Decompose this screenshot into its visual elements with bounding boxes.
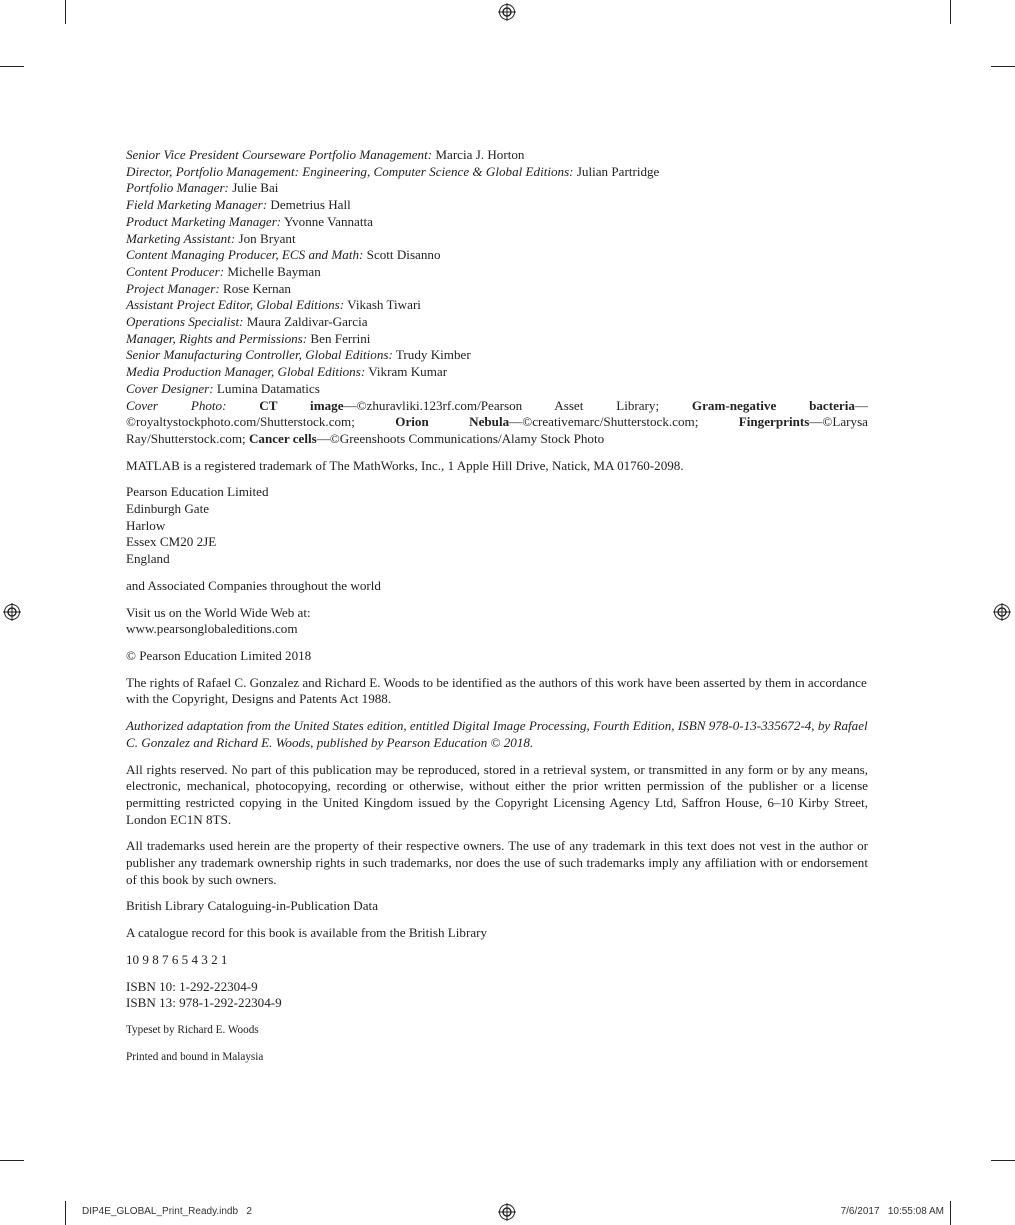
cover-photo-subject: Gram-negative bacteria xyxy=(691,397,855,413)
typeset-credit: Typeset by Richard E. Woods xyxy=(126,1023,259,1036)
credit-role: Project Manager: xyxy=(126,280,220,296)
associated-companies: and Associated Companies throughout the world xyxy=(126,577,381,593)
address-line: Pearson Education Limited xyxy=(126,484,269,500)
copyright-page-content xyxy=(126,147,868,1065)
credit-line xyxy=(126,247,868,264)
cover-photo-subject: CT image xyxy=(259,397,344,413)
credits-list xyxy=(126,147,868,398)
registration-mark-icon xyxy=(3,603,21,621)
footer-timestamp: 7/6/2017 10:55:08 AM xyxy=(840,1206,944,1217)
credit-role: Assistant Project Editor, Global Editions: xyxy=(126,297,345,313)
copyright-notice: © Pearson Education Limited 2018 xyxy=(126,647,312,663)
printing-line: 10 9 8 7 6 5 4 3 2 1 xyxy=(126,951,228,967)
credit-role: Senior Manufacturing Controller, Global Editions: xyxy=(126,347,393,363)
publisher-address xyxy=(126,484,868,568)
crop-mark-right-top xyxy=(991,66,1015,67)
credit-name: Ben Ferrini xyxy=(310,330,371,346)
isbn-block xyxy=(126,979,868,1012)
credit-role: Portfolio Manager: xyxy=(126,180,229,196)
authors-rights: The rights of Rafael C. Gonzalez and Richard E. Woods to be identified as the authors of this work have been asserted by them in accordance with the Copyright, Designs and Patents Act 1988. xyxy=(126,674,867,707)
credit-role: Media Production Manager, Global Editions: xyxy=(126,364,366,380)
credit-name: Yvonne Vannatta xyxy=(283,213,373,229)
credit-line xyxy=(126,364,868,381)
credit-name: Rose Kernan xyxy=(222,280,291,296)
trademarks-notice: All trademarks used herein are the property of their respective owners. The use of any trademark in this text does not vest in the author or publisher any trademark ownership rights in such trademarks, nor does the use of such trademarks imply any affiliation with or endorsement of this book by such owners. xyxy=(126,838,868,887)
crop-mark-top-right xyxy=(950,0,951,24)
credit-line xyxy=(126,197,868,214)
credit-line xyxy=(126,214,868,231)
address-line: Edinburgh Gate xyxy=(126,501,210,517)
credit-role: Director, Portfolio Management: Engineering, Computer Science & Global Editions: xyxy=(126,163,574,179)
credit-role: Content Managing Producer, ECS and Math: xyxy=(126,247,364,263)
credit-role: Senior Vice President Courseware Portfolio Management: xyxy=(126,147,433,162)
credit-line xyxy=(126,314,868,331)
catalogue-record: A catalogue record for this book is available from the British Library xyxy=(126,925,488,941)
credit-role: Product Marketing Manager: xyxy=(126,213,282,229)
cover-photo-source: —©creativemarc/Shutterstock.com; xyxy=(509,414,699,430)
credit-name: Jon Bryant xyxy=(238,230,296,246)
cover-photo-subject: Cancer cells xyxy=(248,430,317,446)
printed-location: Printed and bound in Malaysia xyxy=(126,1050,264,1063)
credit-name: Julie Bai xyxy=(232,180,279,196)
cover-photo-source: —©Larysa Ray/Shutterstock.com; xyxy=(126,414,868,446)
credit-name: Julian Partridge xyxy=(576,163,660,179)
crop-mark-right-bottom xyxy=(991,1160,1015,1161)
visit-label: Visit us on the World Wide Web at: xyxy=(126,604,311,620)
credit-line xyxy=(126,297,868,314)
credit-name: Vikash Tiwari xyxy=(347,297,421,313)
crop-mark-bottom-left xyxy=(65,1201,66,1225)
cover-photo-label: Cover Photo: xyxy=(126,397,227,413)
registration-mark-icon xyxy=(993,603,1011,621)
crop-mark-left-bottom xyxy=(0,1160,24,1161)
registration-mark-icon xyxy=(498,3,516,21)
credit-name: Michelle Bayman xyxy=(227,263,321,279)
website-block xyxy=(126,605,868,638)
credit-role: Marketing Assistant: xyxy=(126,230,236,246)
crop-mark-top-left xyxy=(65,0,66,24)
credit-role: Manager, Rights and Permissions: xyxy=(126,330,308,346)
credit-name: Demetrius Hall xyxy=(270,197,351,213)
credit-role: Content Producer: xyxy=(126,263,225,279)
website-link[interactable]: www.pearsonglobaleditions.com xyxy=(126,621,298,637)
credit-line xyxy=(126,347,868,364)
crop-mark-bottom-right xyxy=(950,1201,951,1225)
cover-photo-source: —©zhuravliki.123rf.com/Pearson Asset Library; xyxy=(343,397,660,413)
matlab-trademark: MATLAB is a registered trademark of The MathWorks, Inc., 1 Apple Hill Drive, Natick, MA 01760-2098. xyxy=(126,457,684,473)
crop-mark-left-top xyxy=(0,66,24,67)
address-line: Harlow xyxy=(126,517,166,533)
credit-role: Operations Specialist: xyxy=(126,314,244,330)
credit-line xyxy=(126,331,868,348)
credit-name: Vikram Kumar xyxy=(368,364,448,380)
credit-line xyxy=(126,164,868,181)
credit-line xyxy=(126,281,868,298)
cover-photo-source: —©royaltystockphoto.com/Shutterstock.com; xyxy=(126,397,868,430)
address-line: Essex CM20 2JE xyxy=(126,534,217,550)
cip-data: British Library Cataloguing-in-Publication Data xyxy=(126,898,379,914)
authorized-adaptation: Authorized adaptation from the United States edition, entitled Digital Image Processing, Fourth Edition, ISBN 978-0-13-335672-4, by Rafael C. Gonzalez and Richard E. Woods, published by Pearson Education © 2018. xyxy=(126,718,868,750)
credit-line xyxy=(126,180,868,197)
credit-line xyxy=(126,231,868,248)
credit-line xyxy=(126,381,868,398)
isbn-13: ISBN 13: 978-1-292-22304-9 xyxy=(126,995,282,1011)
credit-name: Scott Disanno xyxy=(366,247,441,263)
footer-file-name: DIP4E_GLOBAL_Print_Ready.indb 2 xyxy=(82,1206,252,1217)
cover-photo-subject: Fingerprints xyxy=(738,414,810,430)
credit-name: Lumina Datamatics xyxy=(216,380,320,396)
credit-role: Field Marketing Manager: xyxy=(126,197,268,213)
cover-photo-source: —©Greenshoots Communications/Alamy Stock Photo xyxy=(316,430,605,446)
cover-photo-credits xyxy=(126,398,868,448)
cover-photo-subject: Orion Nebula xyxy=(395,414,510,430)
credit-role: Cover Designer: xyxy=(126,380,214,396)
credit-line xyxy=(126,147,868,164)
all-rights-reserved: All rights reserved. No part of this publication may be reproduced, stored in a retrieval system, or transmitted in any form or by any means, electronic, mechanical, photocopying, recording or otherwise, without either the prior written permission of the publisher or a license permitting restricted copying in the United Kingdom issued by the Copyright Licensing Agency Ltd, Saffron House, 6–10 Kirby Street, London EC1N 8TS. xyxy=(126,761,868,827)
isbn-10: ISBN 10: 1-292-22304-9 xyxy=(126,978,258,994)
registration-mark-icon xyxy=(498,1203,516,1221)
credit-line xyxy=(126,264,868,281)
credit-name: Marcia J. Horton xyxy=(435,147,525,162)
address-line: England xyxy=(126,551,170,567)
credit-name: Trudy Kimber xyxy=(395,347,471,363)
credit-name: Maura Zaldivar-Garcia xyxy=(246,314,368,330)
